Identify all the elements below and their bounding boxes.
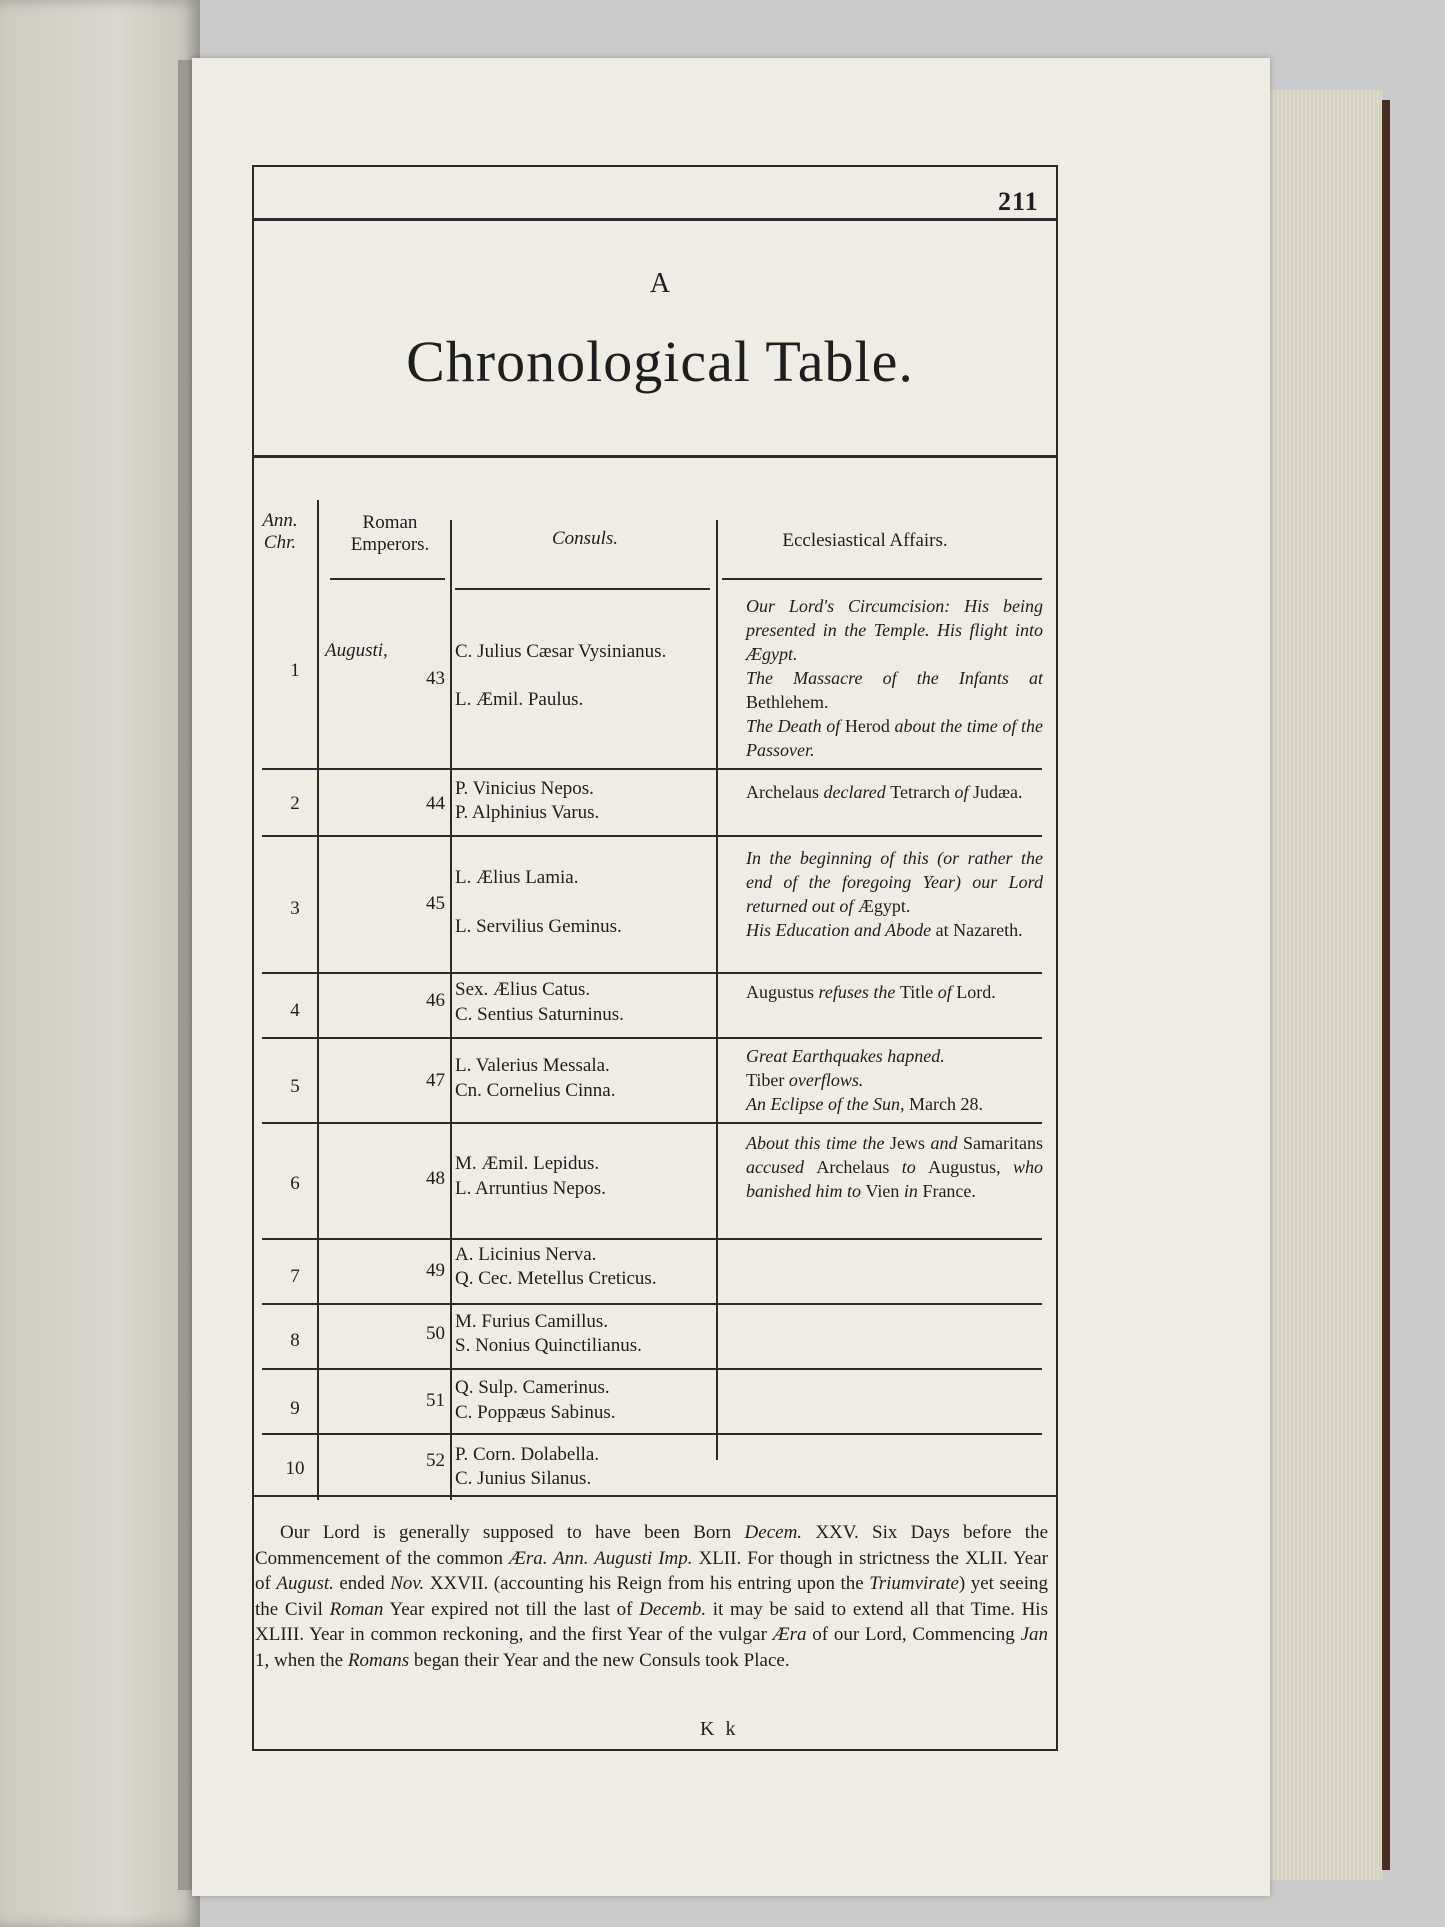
- ecclesiastical-text: An Eclipse of the Sun,: [746, 1094, 909, 1114]
- ecclesiastical-text: Tetrarch: [890, 782, 950, 802]
- ecclesiastical-text: Tiber: [746, 1070, 785, 1090]
- emperor-year-value: 45: [426, 893, 445, 914]
- ecclesiastical-text: About this time the: [746, 1133, 891, 1153]
- header-rule: [252, 218, 1058, 221]
- row-rule: [722, 578, 1042, 580]
- row-rule: [262, 1037, 1042, 1039]
- row-rule: [330, 578, 445, 580]
- note-text: Our Lord is generally supposed to have been Born: [280, 1522, 745, 1543]
- row-rule: [262, 1238, 1042, 1240]
- header-roman-emperors: Roman Emperors.: [350, 512, 430, 555]
- ecclesiastical-text: The Death of: [746, 716, 845, 736]
- ecclesiastical-text: overflows.: [784, 1070, 864, 1090]
- ecclesiastical-entry: [746, 846, 1043, 942]
- row-rule: [262, 768, 1042, 770]
- consul-name: C. Poppæus Sabinus.: [455, 1402, 616, 1423]
- ecclesiastical-entry: [746, 1044, 1043, 1116]
- ann-chr-value: 6: [290, 1173, 300, 1194]
- note-text: August.: [276, 1573, 334, 1594]
- emperor-year-value: 47: [426, 1070, 445, 1091]
- ecclesiastical-text: about the time of the Passover.: [746, 716, 1043, 760]
- ecclesiastical-text: who banished him to: [746, 1157, 1043, 1201]
- row-rule: [455, 588, 710, 590]
- ecclesiastical-text: Our Lord's Circumcision: His being presented in the Temple. His flight into Ægypt.: [746, 596, 1043, 664]
- consul-name: L. Servilius Geminus.: [455, 916, 622, 937]
- note-text: Decem.: [744, 1522, 803, 1543]
- ecclesiastical-text: at: [935, 920, 954, 940]
- note-text: Æra: [772, 1624, 807, 1645]
- ecclesiastical-text: Title: [899, 982, 934, 1002]
- ecclesiastical-entry: [746, 1131, 1043, 1203]
- consul-name: Q. Cec. Metellus Creticus.: [455, 1268, 657, 1289]
- note-text: Year expired not till the last of: [383, 1598, 640, 1620]
- row-rule: [262, 1368, 1042, 1370]
- note-text: ) yet seeing the Civil: [255, 1573, 1049, 1620]
- note-text: Roman: [329, 1598, 384, 1620]
- ecclesiastical-text: Ægypt.: [857, 896, 911, 916]
- page-title: Chronological Table.: [406, 329, 914, 394]
- ecclesiastical-text: Judæa.: [973, 782, 1023, 802]
- emperor-year-value: 49: [426, 1260, 445, 1281]
- ann-chr-value: 7: [290, 1266, 300, 1287]
- ecclesiastical-text: Augustus: [746, 982, 815, 1002]
- ecclesiastical-text: declared: [818, 782, 891, 802]
- title-article: A: [649, 268, 671, 299]
- consul-name: M. Æmil. Lepidus.: [455, 1153, 600, 1174]
- ann-chr-value: 3: [290, 898, 300, 919]
- emperor-year-value: 48: [426, 1168, 445, 1189]
- ecclesiastical-text: March 28.: [908, 1094, 983, 1114]
- note-text: of our Lord, Commencing: [806, 1624, 1021, 1645]
- note-text: Triumvirate: [869, 1573, 959, 1594]
- consul-name: Q. Sulp. Camerinus.: [455, 1377, 610, 1398]
- column-rule: [450, 520, 452, 1500]
- ann-chr-value: 10: [285, 1458, 305, 1479]
- ecclesiastical-text: Vien: [865, 1181, 900, 1201]
- note-text: XXV. Six Days before the Commencement of the common: [255, 1522, 1049, 1569]
- signature-mark: K k: [700, 1718, 739, 1740]
- ecclesiastical-text: France.: [922, 1181, 976, 1201]
- ecclesiastical-text: of: [933, 982, 957, 1002]
- emperor-year-value: 50: [426, 1323, 445, 1344]
- ecclesiastical-text: Archelaus: [816, 1157, 890, 1177]
- consul-name: L. Valerius Messala.: [455, 1055, 610, 1076]
- ecclesiastical-text: in: [899, 1181, 923, 1201]
- ecclesiastical-text: to: [889, 1157, 929, 1177]
- note-text: ended: [333, 1573, 391, 1594]
- emperor-year-value: 44: [426, 793, 445, 814]
- title-rule: [252, 455, 1058, 458]
- note-text: Jan: [1020, 1624, 1049, 1645]
- emperor-year-value: 52: [426, 1450, 445, 1471]
- row-rule: [262, 972, 1042, 974]
- header-ann-chr: Ann. Chr.: [262, 510, 298, 553]
- consul-name: C. Julius Cæsar Vysinianus.: [455, 641, 667, 662]
- page-frame: [252, 165, 1058, 1751]
- note-text: Æra. Ann. Augusti Imp.: [508, 1547, 693, 1569]
- consul-name: Sex. Ælius Catus.: [455, 979, 591, 1000]
- ann-chr-value: 8: [290, 1330, 300, 1351]
- ecclesiastical-text: and: [925, 1133, 964, 1153]
- left-page: [0, 0, 200, 1927]
- ann-chr-value: 4: [290, 1000, 300, 1021]
- emperor-name: Augusti,: [325, 640, 388, 661]
- ecclesiastical-text: Jews: [890, 1133, 926, 1153]
- footnote-paragraph: [255, 1520, 1048, 1673]
- ecclesiastical-text: Augustus,: [928, 1157, 1001, 1177]
- consul-name: L. Æmil. Paulus.: [455, 689, 584, 710]
- consul-name: A. Licinius Nerva.: [455, 1244, 597, 1265]
- ann-chr-value: 1: [290, 660, 300, 681]
- consul-name: P. Vinicius Nepos.: [455, 778, 594, 799]
- consul-name: M. Furius Camillus.: [455, 1311, 609, 1332]
- ecclesiastical-entry: [746, 780, 1043, 804]
- ann-chr-value: 2: [290, 793, 300, 814]
- ecclesiastical-text: Great Earthquakes hapned.: [746, 1046, 945, 1066]
- consul-name: P. Corn. Dolabella.: [455, 1444, 600, 1465]
- note-text: began their Year and the new Consuls took Place.: [409, 1649, 790, 1671]
- column-rule: [716, 520, 718, 1460]
- ecclesiastical-text: Samaritans: [963, 1133, 1044, 1153]
- note-text: Decemb.: [639, 1598, 707, 1620]
- ann-chr-value: 9: [290, 1398, 300, 1419]
- page-edges: [1262, 90, 1382, 1880]
- note-text: Romans: [347, 1649, 410, 1671]
- consul-name: L. Ælius Lamia.: [455, 867, 579, 888]
- row-rule: [262, 1122, 1042, 1124]
- note-text: it may be said to extend all that Time. His XLIII. Year in common reckoning, and the first Year of the vulgar: [255, 1598, 1048, 1645]
- emperor-year-value: 46: [426, 990, 445, 1011]
- consul-name: C. Junius Silanus.: [455, 1468, 592, 1489]
- consul-name: C. Sentius Saturninus.: [455, 1004, 624, 1025]
- consul-name: Cn. Cornelius Cinna.: [455, 1080, 616, 1101]
- note-text: XXVII. (accounting his Reign from his entring upon the: [424, 1573, 870, 1594]
- page-number: 211: [998, 187, 1039, 216]
- row-rule: [262, 1433, 1042, 1435]
- ecclesiastical-text: Lord.: [956, 982, 996, 1002]
- ecclesiastical-text: of: [949, 782, 973, 802]
- ecclesiastical-text: The Massacre of the Infants at: [746, 668, 1043, 688]
- table-bottom-rule: [252, 1495, 1058, 1497]
- ecclesiastical-entry: [746, 594, 1043, 762]
- consul-name: P. Alphinius Varus.: [455, 802, 600, 823]
- ecclesiastical-text: refuses the: [814, 982, 900, 1002]
- ann-chr-value: 5: [290, 1076, 300, 1097]
- ecclesiastical-text: Herod: [844, 716, 890, 736]
- note-text: XLII. For though in strictness the XLII. Year of: [255, 1547, 1048, 1594]
- header-ecclesiastical-affairs: Ecclesiastical Affairs.: [782, 530, 948, 551]
- ecclesiastical-entry: [746, 980, 1043, 1004]
- row-rule: [262, 835, 1042, 837]
- ecclesiastical-text: Archelaus: [746, 782, 819, 802]
- note-text: Nov.: [390, 1573, 425, 1594]
- emperor-year-value: 43: [426, 668, 445, 689]
- emperor-year-value: 51: [426, 1390, 445, 1411]
- ecclesiastical-text: Nazareth.: [953, 920, 1023, 940]
- ecclesiastical-text: In the beginning of this (or rather the end of the foregoing Year) our Lord returned out of: [746, 848, 1043, 916]
- row-rule: [262, 1303, 1042, 1305]
- note-text: 1, when the: [255, 1649, 348, 1671]
- consul-name: L. Arruntius Nepos.: [455, 1178, 606, 1199]
- ecclesiastical-text: accused: [746, 1157, 817, 1177]
- ecclesiastical-text: His Education and Abode: [746, 920, 936, 940]
- ecclesiastical-text: Bethlehem.: [746, 692, 829, 712]
- header-consuls: Consuls.: [552, 528, 618, 549]
- consul-name: S. Nonius Quinctilianus.: [455, 1335, 642, 1356]
